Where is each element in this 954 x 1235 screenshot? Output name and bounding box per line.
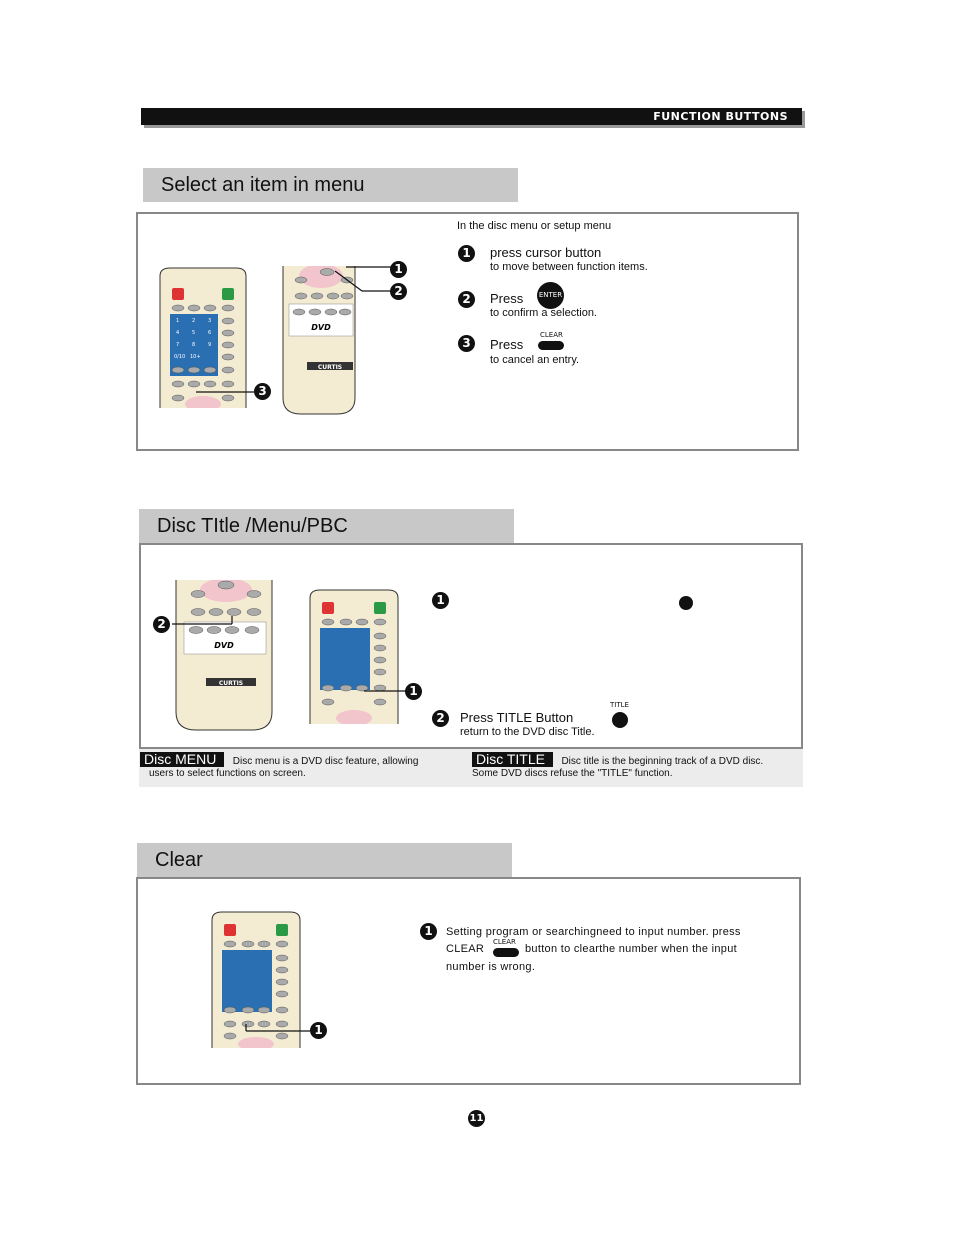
step-2-title-disc: Press TITLE Button <box>460 710 574 725</box>
header-title: FUNCTION BUTTONS <box>653 110 788 123</box>
disc-title-label: Disc TITLE <box>472 752 553 767</box>
step-2-number-disc: 2 <box>432 710 449 727</box>
step-3-number: 3 <box>458 335 475 352</box>
title-button-label: TITLE <box>610 701 629 709</box>
svg-text:4: 4 <box>176 330 180 336</box>
svg-text:8: 8 <box>192 342 196 348</box>
svg-text:CURTIS: CURTIS <box>218 680 244 687</box>
clear-text-line2b: button to clearthe number when the input <box>525 943 737 955</box>
callout-lines-section1 <box>150 255 410 415</box>
disc-title-text-2: Some DVD discs refuse the "TITLE" function. <box>472 768 673 779</box>
svg-text:9: 9 <box>208 342 212 348</box>
svg-text:2: 2 <box>192 318 196 324</box>
clear-text-line2a: CLEAR <box>446 943 485 955</box>
header-bar <box>141 108 802 125</box>
step-2-title: Press <box>490 291 524 306</box>
callout-lines-section2 <box>150 600 420 710</box>
callout-2: 2 <box>390 283 407 300</box>
clear-inline-button-icon <box>493 948 519 957</box>
clear-text-line1: Setting program or searchingneed to input number. press <box>446 926 741 938</box>
callout-1: 1 <box>390 261 407 278</box>
page-number: 11 <box>468 1110 485 1127</box>
svg-text:DVD: DVD <box>311 323 331 332</box>
svg-text:7: 7 <box>176 342 180 348</box>
disc-menu-label: Disc MENU <box>140 752 224 767</box>
disc-title-text-1: Disc title is the beginning track of a DVD disc. <box>561 756 764 767</box>
section-heading-select-item: Select an item in menu <box>143 168 518 202</box>
clear-text-line3: number is wrong. <box>446 961 536 973</box>
svg-text:1: 1 <box>176 318 180 324</box>
disc-title-definition <box>472 751 763 769</box>
svg-text:3: 3 <box>208 318 212 324</box>
section-heading-clear: Clear <box>137 843 512 877</box>
svg-text:10+: 10+ <box>190 354 201 360</box>
callout-3: 3 <box>254 383 271 400</box>
step-1-title: press cursor button <box>490 245 602 260</box>
svg-text:6: 6 <box>208 330 212 336</box>
clear-inline-button-label: CLEAR <box>493 938 516 946</box>
clear-button-icon <box>538 341 564 350</box>
step-3-title: Press <box>490 337 524 352</box>
enter-button-icon: ENTER <box>537 282 564 309</box>
disc-menu-text-1: Disc menu is a DVD disc feature, allowing <box>232 756 419 767</box>
step-3-desc: to cancel an entry. <box>490 354 580 366</box>
menu-button-icon <box>679 596 693 610</box>
step-2-number: 2 <box>458 291 475 308</box>
disc-menu-definition <box>140 751 418 769</box>
step-1-desc: to move between function items. <box>490 261 648 273</box>
callout-1-clear: 1 <box>310 1022 327 1039</box>
step-1-number-clear: 1 <box>420 923 437 940</box>
disc-menu-text-2: users to select functions on screen. <box>149 768 306 779</box>
svg-text:5: 5 <box>192 330 196 336</box>
step-1-number: 1 <box>458 245 475 262</box>
callout-1-menu: 1 <box>405 683 422 700</box>
step-2-desc-disc: return to the DVD disc Title. <box>460 726 595 738</box>
step-1-number-disc: 1 <box>432 592 449 609</box>
callout-line-section3 <box>240 1022 320 1034</box>
svg-text:DVD: DVD <box>214 641 234 650</box>
clear-button-label: CLEAR <box>540 331 563 339</box>
intro-text: In the disc menu or setup menu <box>457 220 612 232</box>
title-button-icon <box>612 712 628 728</box>
step-2-desc: to confirm a selection. <box>490 307 597 319</box>
section-heading-disc-title: Disc TItle /Menu/PBC <box>139 509 514 543</box>
svg-text:CURTIS: CURTIS <box>317 364 343 371</box>
svg-text:0/10: 0/10 <box>174 354 186 360</box>
callout-2-title: 2 <box>153 616 170 633</box>
